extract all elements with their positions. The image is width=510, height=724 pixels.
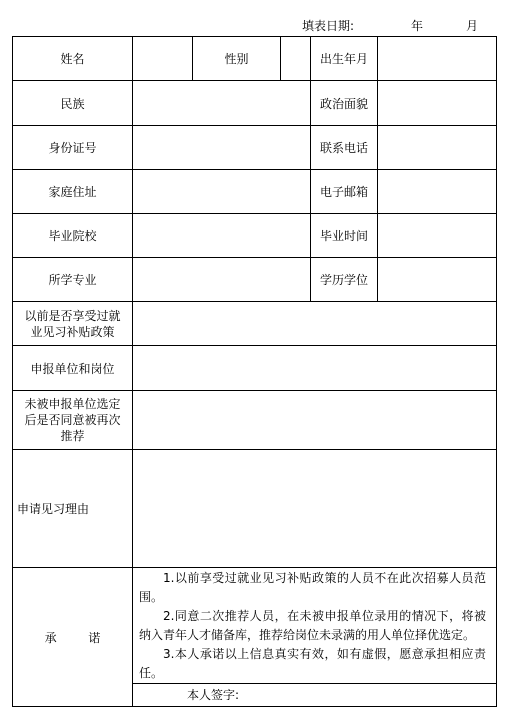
birth-label: 出生年月 (311, 37, 378, 81)
name-label: 姓名 (13, 37, 133, 81)
prior-subsidy-label: 以前是否享受过就业见习补贴政策 (13, 302, 133, 346)
phone-field[interactable] (378, 126, 497, 170)
school-field[interactable] (133, 214, 311, 258)
ethnicity-label: 民族 (13, 81, 133, 126)
pledge-item-1: 1.以前享受过就业见习补贴政策的人员不在此次招募人员范围。 (139, 571, 486, 604)
pledge-label-text: 承 诺 (44, 630, 115, 645)
email-field[interactable] (378, 170, 497, 214)
reason-label: 申请见习理由 (13, 450, 133, 568)
gender-field[interactable] (281, 37, 311, 81)
recommend-again-label: 未被申报单位选定后是否同意被再次推荐 (13, 391, 133, 450)
fill-date-label: 填表日期: (302, 19, 355, 33)
degree-label: 学历学位 (311, 258, 378, 302)
signature-label: 本人签字: (187, 688, 240, 702)
pledge-label (13, 568, 133, 707)
birth-field[interactable] (378, 37, 497, 81)
recommend-again-field[interactable] (133, 391, 497, 450)
address-field[interactable] (133, 170, 311, 214)
id-number-field[interactable] (133, 126, 311, 170)
id-number-label: 身份证号 (13, 126, 133, 170)
major-field[interactable] (133, 258, 311, 302)
apply-unit-label: 申报单位和岗位 (13, 346, 133, 391)
year-label: 年 (411, 19, 424, 33)
political-status-label: 政治面貌 (311, 81, 378, 126)
form-header (0, 17, 510, 35)
major-label: 所学专业 (13, 258, 133, 302)
application-form-table (12, 36, 497, 707)
degree-field[interactable] (378, 258, 497, 302)
gender-label: 性别 (193, 37, 281, 81)
pledge-text (133, 568, 496, 683)
school-label: 毕业院校 (13, 214, 133, 258)
pledge-item-2: 2.同意二次推荐人员，在未被申报单位录用的情况下，将被纳入青年人才储备库，推荐给岗位未录满的用人单位择优选定。 (139, 609, 486, 642)
month-label: 月 (466, 19, 479, 33)
ethnicity-field[interactable] (133, 81, 311, 126)
email-label: 电子邮箱 (311, 170, 378, 214)
apply-unit-field[interactable] (133, 346, 497, 391)
grad-time-field[interactable] (378, 214, 497, 258)
phone-label: 联系电话 (311, 126, 378, 170)
pledge-box (133, 568, 497, 707)
political-status-field[interactable] (378, 81, 497, 126)
prior-subsidy-field[interactable] (133, 302, 497, 346)
pledge-item-3: 3.本人承诺以上信息真实有效，如有虚假，愿意承担相应责任。 (139, 647, 486, 680)
address-label: 家庭住址 (13, 170, 133, 214)
grad-time-label: 毕业时间 (311, 214, 378, 258)
signature-row[interactable] (133, 683, 496, 706)
name-field[interactable] (133, 37, 193, 81)
reason-field[interactable] (133, 450, 497, 568)
